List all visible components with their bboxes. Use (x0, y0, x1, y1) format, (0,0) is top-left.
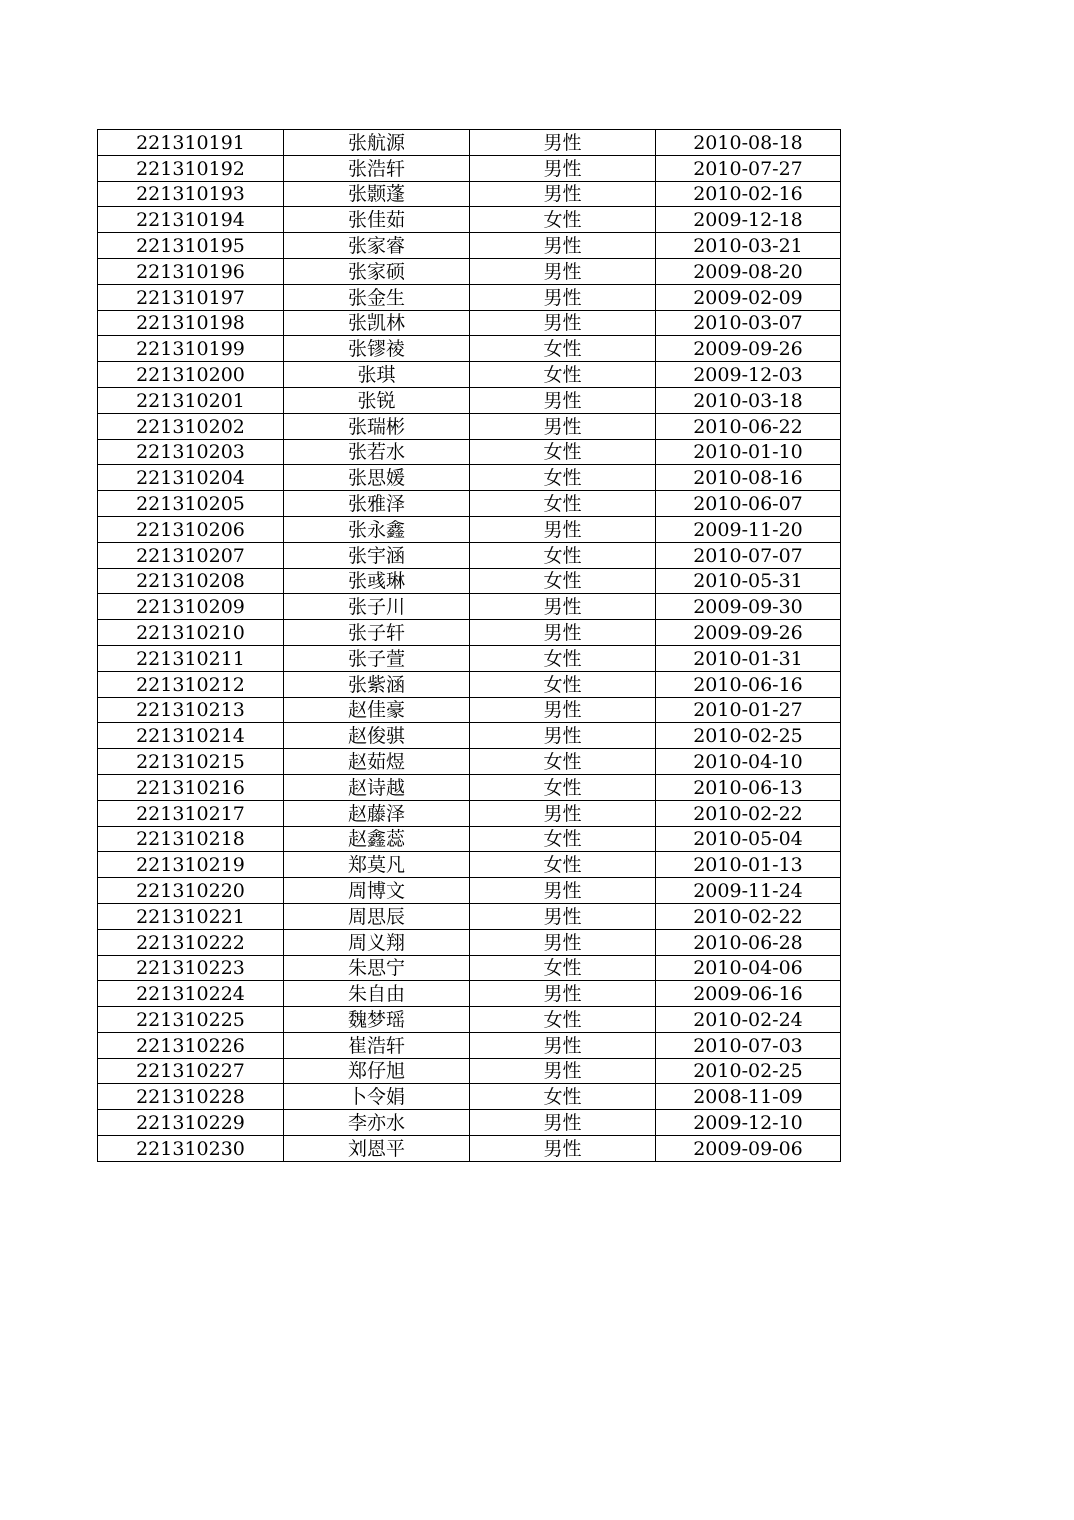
student-birthdate-cell: 2010-02-25 (656, 723, 841, 749)
student-birthdate-cell: 2010-06-13 (656, 774, 841, 800)
student-birthdate-cell: 2009-09-26 (656, 620, 841, 646)
student-name-cell: 张颢蓬 (284, 181, 470, 207)
student-gender-cell: 男性 (470, 413, 656, 439)
student-gender-cell: 男性 (470, 516, 656, 542)
table-row (98, 155, 841, 181)
table-row (98, 929, 841, 955)
student-id-cell: 221310222 (98, 929, 284, 955)
student-gender-cell: 女性 (470, 671, 656, 697)
student-id-cell: 221310205 (98, 491, 284, 517)
student-name-cell: 张镠祾 (284, 336, 470, 362)
table-row (98, 413, 841, 439)
student-name-cell: 张航源 (284, 130, 470, 156)
student-id-cell: 221310215 (98, 749, 284, 775)
table-row (98, 310, 841, 336)
student-name-cell: 周博文 (284, 878, 470, 904)
student-name-cell: 张若水 (284, 439, 470, 465)
student-gender-cell: 女性 (470, 645, 656, 671)
student-birthdate-cell: 2010-08-16 (656, 465, 841, 491)
student-name-cell: 郑仔旭 (284, 1058, 470, 1084)
student-gender-cell: 女性 (470, 542, 656, 568)
student-birthdate-cell: 2008-11-09 (656, 1084, 841, 1110)
student-gender-cell: 女性 (470, 568, 656, 594)
student-id-cell: 221310208 (98, 568, 284, 594)
student-birthdate-cell: 2010-04-06 (656, 955, 841, 981)
student-gender-cell: 男性 (470, 310, 656, 336)
student-id-cell: 221310217 (98, 800, 284, 826)
student-gender-cell: 男性 (470, 620, 656, 646)
table-row (98, 878, 841, 904)
student-gender-cell: 男性 (470, 903, 656, 929)
student-id-cell: 221310221 (98, 903, 284, 929)
table-row (98, 568, 841, 594)
student-name-cell: 朱思宁 (284, 955, 470, 981)
student-name-cell: 张佳茹 (284, 207, 470, 233)
student-name-cell: 张雅泽 (284, 491, 470, 517)
student-id-cell: 221310211 (98, 645, 284, 671)
table-row (98, 465, 841, 491)
student-name-cell: 张宇涵 (284, 542, 470, 568)
student-birthdate-cell: 2009-11-20 (656, 516, 841, 542)
table-row (98, 1032, 841, 1058)
student-gender-cell: 男性 (470, 284, 656, 310)
student-birthdate-cell: 2010-02-25 (656, 1058, 841, 1084)
student-birthdate-cell: 2009-12-18 (656, 207, 841, 233)
student-id-cell: 221310218 (98, 826, 284, 852)
student-name-cell: 周义翔 (284, 929, 470, 955)
table-row (98, 697, 841, 723)
table-row (98, 594, 841, 620)
student-name-cell: 赵鑫蕊 (284, 826, 470, 852)
table-row (98, 542, 841, 568)
student-name-cell: 郑莫凡 (284, 852, 470, 878)
table-row (98, 130, 841, 156)
student-gender-cell: 男性 (470, 1136, 656, 1162)
student-birthdate-cell: 2010-06-22 (656, 413, 841, 439)
table-row (98, 387, 841, 413)
student-id-cell: 221310226 (98, 1032, 284, 1058)
student-name-cell: 刘恩平 (284, 1136, 470, 1162)
table-row (98, 852, 841, 878)
student-birthdate-cell: 2010-07-27 (656, 155, 841, 181)
student-gender-cell: 女性 (470, 362, 656, 388)
student-id-cell: 221310220 (98, 878, 284, 904)
student-birthdate-cell: 2009-12-03 (656, 362, 841, 388)
student-gender-cell: 女性 (470, 465, 656, 491)
student-id-cell: 221310228 (98, 1084, 284, 1110)
table-row (98, 439, 841, 465)
table-row (98, 749, 841, 775)
student-id-cell: 221310196 (98, 258, 284, 284)
student-gender-cell: 女性 (470, 439, 656, 465)
student-table (97, 129, 841, 1162)
student-name-cell: 崔浩轩 (284, 1032, 470, 1058)
student-gender-cell: 女性 (470, 826, 656, 852)
student-birthdate-cell: 2010-02-22 (656, 903, 841, 929)
student-gender-cell: 女性 (470, 336, 656, 362)
student-birthdate-cell: 2010-07-03 (656, 1032, 841, 1058)
student-gender-cell: 男性 (470, 233, 656, 259)
student-birthdate-cell: 2010-08-18 (656, 130, 841, 156)
student-name-cell: 张家睿 (284, 233, 470, 259)
table-row (98, 1136, 841, 1162)
student-id-cell: 221310227 (98, 1058, 284, 1084)
student-birthdate-cell: 2009-09-26 (656, 336, 841, 362)
student-gender-cell: 男性 (470, 1032, 656, 1058)
student-id-cell: 221310194 (98, 207, 284, 233)
student-name-cell: 李亦水 (284, 1110, 470, 1136)
student-name-cell: 张永鑫 (284, 516, 470, 542)
student-birthdate-cell: 2010-02-16 (656, 181, 841, 207)
student-name-cell: 张紫涵 (284, 671, 470, 697)
student-birthdate-cell: 2010-03-21 (656, 233, 841, 259)
student-name-cell: 周思辰 (284, 903, 470, 929)
student-gender-cell: 女性 (470, 852, 656, 878)
student-id-cell: 221310219 (98, 852, 284, 878)
student-gender-cell: 男性 (470, 387, 656, 413)
student-name-cell: 张金生 (284, 284, 470, 310)
student-birthdate-cell: 2009-08-20 (656, 258, 841, 284)
student-name-cell: 魏梦瑶 (284, 1007, 470, 1033)
student-gender-cell: 男性 (470, 929, 656, 955)
student-id-cell: 221310201 (98, 387, 284, 413)
student-table-body (98, 130, 841, 1162)
table-row (98, 800, 841, 826)
student-birthdate-cell: 2010-04-10 (656, 749, 841, 775)
student-gender-cell: 女性 (470, 774, 656, 800)
student-birthdate-cell: 2009-11-24 (656, 878, 841, 904)
student-name-cell: 张凯林 (284, 310, 470, 336)
student-gender-cell: 男性 (470, 1058, 656, 1084)
table-row (98, 620, 841, 646)
student-gender-cell: 男性 (470, 181, 656, 207)
student-id-cell: 221310197 (98, 284, 284, 310)
student-gender-cell: 男性 (470, 981, 656, 1007)
student-name-cell: 赵诗越 (284, 774, 470, 800)
table-row (98, 207, 841, 233)
student-id-cell: 221310224 (98, 981, 284, 1007)
student-gender-cell: 女性 (470, 491, 656, 517)
student-id-cell: 221310195 (98, 233, 284, 259)
table-row (98, 362, 841, 388)
student-name-cell: 赵俊骐 (284, 723, 470, 749)
student-birthdate-cell: 2010-01-31 (656, 645, 841, 671)
table-row (98, 1110, 841, 1136)
student-birthdate-cell: 2010-01-10 (656, 439, 841, 465)
student-gender-cell: 男性 (470, 1110, 656, 1136)
student-birthdate-cell: 2010-01-27 (656, 697, 841, 723)
student-id-cell: 221310193 (98, 181, 284, 207)
student-id-cell: 221310192 (98, 155, 284, 181)
table-row (98, 258, 841, 284)
student-id-cell: 221310225 (98, 1007, 284, 1033)
student-id-cell: 221310230 (98, 1136, 284, 1162)
student-id-cell: 221310202 (98, 413, 284, 439)
table-row (98, 491, 841, 517)
student-gender-cell: 男性 (470, 155, 656, 181)
table-row (98, 1007, 841, 1033)
student-id-cell: 221310209 (98, 594, 284, 620)
student-id-cell: 221310223 (98, 955, 284, 981)
student-birthdate-cell: 2009-09-06 (656, 1136, 841, 1162)
student-id-cell: 221310212 (98, 671, 284, 697)
student-id-cell: 221310199 (98, 336, 284, 362)
student-name-cell: 朱自由 (284, 981, 470, 1007)
student-name-cell: 赵佳豪 (284, 697, 470, 723)
table-row (98, 671, 841, 697)
student-birthdate-cell: 2010-03-07 (656, 310, 841, 336)
table-row (98, 903, 841, 929)
student-birthdate-cell: 2009-09-30 (656, 594, 841, 620)
student-birthdate-cell: 2010-05-04 (656, 826, 841, 852)
table-row (98, 1084, 841, 1110)
student-gender-cell: 女性 (470, 207, 656, 233)
student-name-cell: 张子川 (284, 594, 470, 620)
student-birthdate-cell: 2010-03-18 (656, 387, 841, 413)
student-id-cell: 221310213 (98, 697, 284, 723)
student-birthdate-cell: 2010-05-31 (656, 568, 841, 594)
student-id-cell: 221310206 (98, 516, 284, 542)
student-name-cell: 张瑞彬 (284, 413, 470, 439)
student-gender-cell: 男性 (470, 130, 656, 156)
student-birthdate-cell: 2009-06-16 (656, 981, 841, 1007)
student-id-cell: 221310200 (98, 362, 284, 388)
student-id-cell: 221310216 (98, 774, 284, 800)
student-birthdate-cell: 2010-06-28 (656, 929, 841, 955)
student-gender-cell: 男性 (470, 800, 656, 826)
student-id-cell: 221310191 (98, 130, 284, 156)
student-name-cell: 张家硕 (284, 258, 470, 284)
student-id-cell: 221310229 (98, 1110, 284, 1136)
student-name-cell: 张子萱 (284, 645, 470, 671)
table-row (98, 284, 841, 310)
student-gender-cell: 男性 (470, 258, 656, 284)
student-id-cell: 221310203 (98, 439, 284, 465)
student-gender-cell: 男性 (470, 723, 656, 749)
table-row (98, 516, 841, 542)
student-birthdate-cell: 2010-06-07 (656, 491, 841, 517)
student-name-cell: 张思媛 (284, 465, 470, 491)
student-id-cell: 221310214 (98, 723, 284, 749)
student-birthdate-cell: 2010-07-07 (656, 542, 841, 568)
table-row (98, 645, 841, 671)
student-id-cell: 221310210 (98, 620, 284, 646)
table-row (98, 981, 841, 1007)
table-row (98, 955, 841, 981)
student-name-cell: 张锐 (284, 387, 470, 413)
table-row (98, 774, 841, 800)
student-gender-cell: 男性 (470, 594, 656, 620)
table-row (98, 336, 841, 362)
table-row (98, 723, 841, 749)
student-gender-cell: 女性 (470, 1084, 656, 1110)
student-birthdate-cell: 2010-01-13 (656, 852, 841, 878)
student-id-cell: 221310207 (98, 542, 284, 568)
student-birthdate-cell: 2009-12-10 (656, 1110, 841, 1136)
student-id-cell: 221310204 (98, 465, 284, 491)
student-gender-cell: 女性 (470, 955, 656, 981)
table-row (98, 1058, 841, 1084)
student-gender-cell: 男性 (470, 878, 656, 904)
student-id-cell: 221310198 (98, 310, 284, 336)
student-gender-cell: 男性 (470, 697, 656, 723)
student-gender-cell: 女性 (470, 749, 656, 775)
student-name-cell: 张彧琳 (284, 568, 470, 594)
student-name-cell: 张琪 (284, 362, 470, 388)
student-birthdate-cell: 2010-02-24 (656, 1007, 841, 1033)
student-name-cell: 赵茹煜 (284, 749, 470, 775)
student-name-cell: 赵藤泽 (284, 800, 470, 826)
student-birthdate-cell: 2010-06-16 (656, 671, 841, 697)
student-name-cell: 张浩轩 (284, 155, 470, 181)
student-birthdate-cell: 2009-02-09 (656, 284, 841, 310)
table-row (98, 233, 841, 259)
table-row (98, 181, 841, 207)
table-row (98, 826, 841, 852)
student-name-cell: 卜令娟 (284, 1084, 470, 1110)
student-birthdate-cell: 2010-02-22 (656, 800, 841, 826)
student-name-cell: 张子轩 (284, 620, 470, 646)
student-gender-cell: 女性 (470, 1007, 656, 1033)
